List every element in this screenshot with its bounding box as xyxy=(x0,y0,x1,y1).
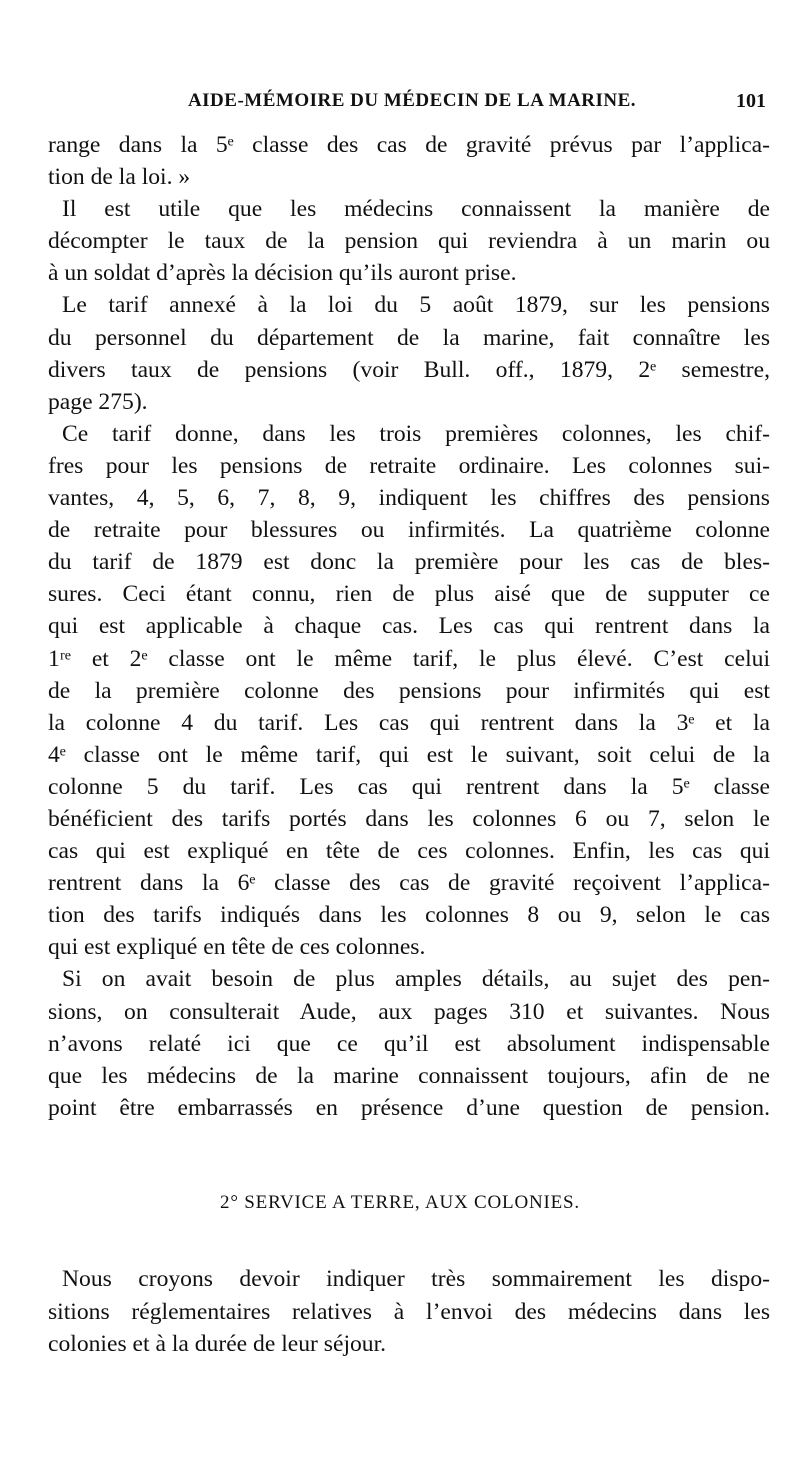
text-line: colonne 5 du tarif. Les cas qui rentrent dans la 5ᵉ classe xyxy=(48,773,770,800)
text-line: à un soldat d’après la décision qu’ils auront prise. xyxy=(48,260,517,287)
text-line: du tarif de 1879 est donc la première pour les cas de bles- xyxy=(48,549,770,576)
text-line: du personnel du département de la marine, fait connaître les xyxy=(48,324,770,351)
running-head xyxy=(56,90,768,120)
text-line: 1ʳᵉ et 2ᵉ classe ont le même tarif, le plus élevé. C’est celui xyxy=(48,645,770,672)
text-line: qui est expliqué en tête de ces colonnes. xyxy=(48,934,426,961)
text-line: Nous croyons devoir indiquer très sommairement les dispo- xyxy=(62,1266,770,1292)
text-line: fres pour les pensions de retraite ordinaire. Les colonnes sui- xyxy=(48,452,770,479)
text-line: bénéficient des tarifs portés dans les colonnes 6 ou 7, selon le xyxy=(48,805,770,832)
text-line: cas qui est expliqué en tête de ces colonnes. Enfin, les cas qui xyxy=(48,838,770,865)
text-line: de retraite pour blessures ou infirmités. La quatrième colonne xyxy=(48,517,770,544)
section-heading: 2° SERVICE A TERRE, AUX COLONIES. xyxy=(220,1192,580,1213)
text-line: Si on avait besoin de plus amples détails, au sujet des pen- xyxy=(62,966,770,993)
text-line: n’avons relaté ici que ce qu’il est absolument indispensable xyxy=(48,1030,770,1057)
text-line: page 275). xyxy=(48,388,148,415)
text-line: sions, on consulterait Aude, aux pages 310 et suivantes. Nous xyxy=(48,998,770,1025)
text-line: Il est utile que les médecins connaissent la manière de xyxy=(62,196,770,223)
text-line: vantes, 4, 5, 6, 7, 8, 9, indiquent les chiffres des pensions xyxy=(48,485,770,512)
text-line: la colonne 4 du tarif. Les cas qui rentrent dans la 3ᵉ et la xyxy=(48,709,770,736)
text-line: tion des tarifs indiqués dans les colonnes 8 ou 9, selon le cas xyxy=(48,902,770,929)
body-text xyxy=(48,129,770,1124)
closing-text xyxy=(48,1263,770,1361)
text-line: Ce tarif donne, dans les trois premières colonnes, les chif- xyxy=(62,420,770,447)
text-line: divers taux de pensions (voir Bull. off., 1879, 2ᵉ semestre, xyxy=(48,356,770,383)
text-line: décompter le taux de la pension qui reviendra à un marin ou xyxy=(48,228,770,255)
text-line: qui est applicable à chaque cas. Les cas qui rentrent dans la xyxy=(48,613,770,640)
text-line: sitions réglementaires relatives à l’envoi des médecins dans les xyxy=(48,1298,770,1325)
text-line: rentrent dans la 6ᵉ classe des cas de gravité reçoivent l’applica- xyxy=(48,870,770,897)
text-line: sures. Ceci étant connu, rien de plus aisé que de supputer ce xyxy=(48,581,770,608)
page-number: 101 xyxy=(736,90,766,112)
text-line: Le tarif annexé à la loi du 5 août 1879, sur les pensions xyxy=(62,292,770,319)
text-line: range dans la 5ᵉ classe des cas de gravité prévus par l’applica- xyxy=(48,132,770,158)
running-title: AIDE-MÉMOIRE DU MÉDECIN DE LA MARINE. xyxy=(187,90,637,111)
text-line: que les médecins de la marine connaissent toujours, afin de ne xyxy=(48,1062,770,1089)
text-line: tion de la loi. » xyxy=(48,164,191,191)
text-line: point être embarrassés en présence d’une question de pension. xyxy=(48,1094,770,1121)
text-line: de la première colonne des pensions pour infirmités qui est xyxy=(48,677,770,704)
text-line: 4ᵉ classe ont le même tarif, qui est le suivant, soit celui de la xyxy=(48,741,770,768)
text-line: colonies et à la durée de leur séjour. xyxy=(48,1331,387,1357)
